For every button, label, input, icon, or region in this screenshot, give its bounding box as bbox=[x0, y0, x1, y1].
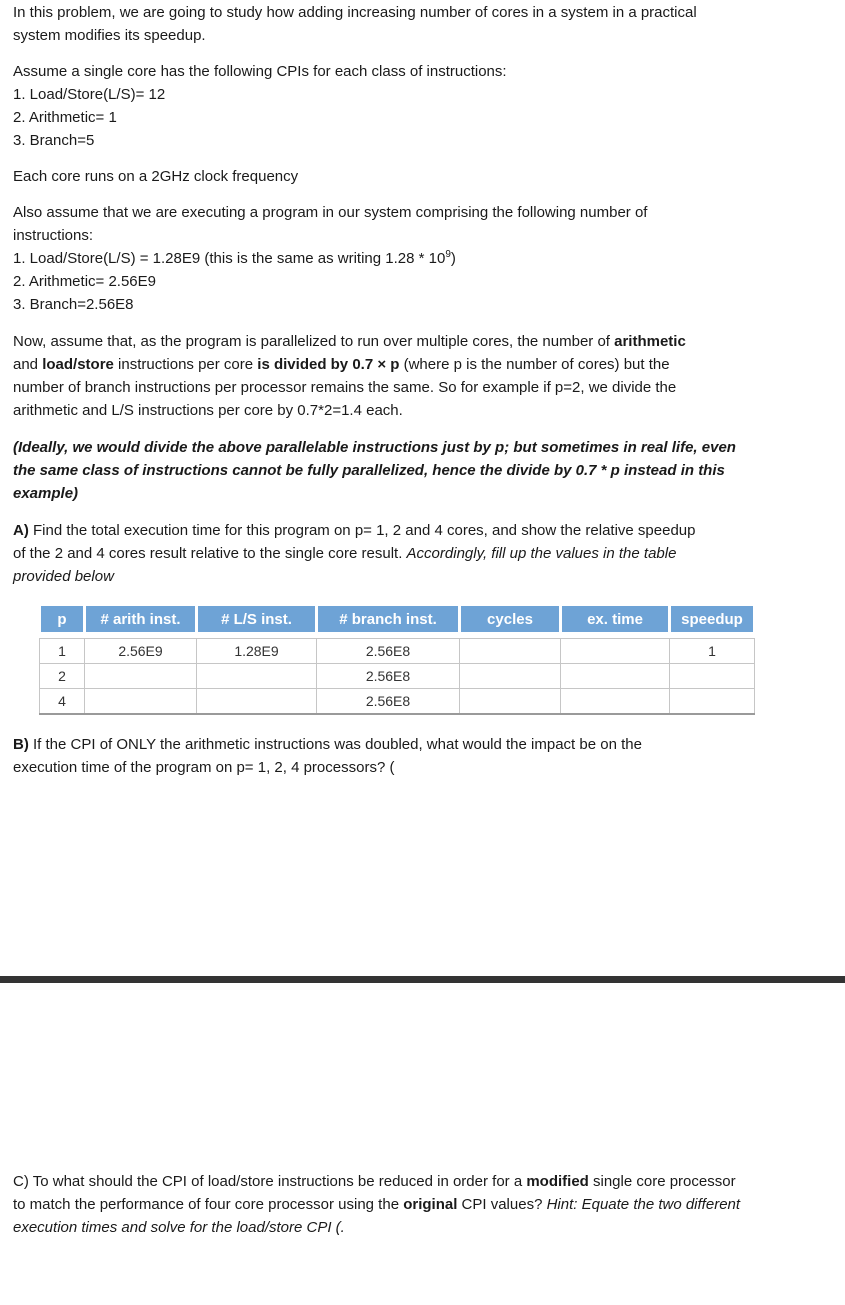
parallel-line-4: arithmetic and L/S instructions per core by 0.7*2=1.4 each. bbox=[13, 402, 403, 419]
table-row bbox=[40, 664, 755, 689]
clock-frequency-text: Each core runs on a 2GHz clock frequency bbox=[13, 168, 299, 185]
cpi-item-arithmetic: 2. Arithmetic= 1 bbox=[13, 109, 117, 126]
cell-speedup bbox=[670, 664, 755, 689]
cell-arith: 2.56E9 bbox=[85, 639, 197, 664]
part-c-line-3: execution times and solve for the load/store CPI (. bbox=[13, 1219, 345, 1236]
part-a-line-2: of the 2 and 4 cores result relative to the single core result. Accordingly, fill up the values in the table bbox=[13, 545, 677, 562]
exponent: 9 bbox=[445, 249, 451, 260]
note-line-3: example) bbox=[13, 485, 79, 502]
cell-cycles bbox=[460, 639, 561, 664]
cell-cycles bbox=[460, 664, 561, 689]
cell-cycles bbox=[460, 689, 561, 715]
cpi-heading: Assume a single core has the following CPIs for each class of instructions: bbox=[13, 63, 507, 80]
cell-ex-time bbox=[561, 664, 670, 689]
parallel-line-3: number of branch instructions per processor remains the same. So for example if p=2, we divide the bbox=[13, 379, 677, 396]
note-line-2: the same class of instructions cannot be fully parallelized, hence the divide by 0.7 * p instead in this bbox=[13, 462, 725, 479]
cell-p: 1 bbox=[40, 639, 85, 664]
intro-line-1: In this problem, we are going to study how adding increasing number of cores in a system in a practical bbox=[13, 4, 697, 21]
table-row bbox=[40, 689, 755, 715]
cell-ls bbox=[197, 664, 317, 689]
intro-line-2: system modifies its speedup. bbox=[13, 27, 206, 44]
table-header-row bbox=[40, 606, 755, 632]
program-line-1: Also assume that we are executing a program in our system comprising the following number of bbox=[13, 204, 648, 221]
problem-document bbox=[13, 0, 838, 588]
cpi-item-load-store: 1. Load/Store(L/S)= 12 bbox=[13, 86, 166, 103]
cell-p: 4 bbox=[40, 689, 85, 715]
table-row bbox=[40, 639, 755, 664]
cell-branch: 2.56E8 bbox=[317, 689, 460, 715]
program-item-arithmetic: 2. Arithmetic= 2.56E9 bbox=[13, 273, 156, 290]
page-divider bbox=[0, 976, 845, 983]
cell-arith bbox=[85, 689, 197, 715]
part-c-block bbox=[13, 1170, 838, 1239]
cpi-item-branch: 3. Branch=5 bbox=[13, 132, 95, 149]
cell-speedup bbox=[670, 689, 755, 715]
cell-ex-time bbox=[561, 639, 670, 664]
cell-p: 2 bbox=[40, 664, 85, 689]
col-header-ls: # L/S inst. bbox=[197, 606, 317, 632]
part-c-line-2: to match the performance of four core processor using the original CPI values? Hint: Equate the two different bbox=[13, 1196, 741, 1213]
cell-arith bbox=[85, 664, 197, 689]
parallel-line-2: and load/store instructions per core is divided by 0.7 × p (where p is the number of cores) but the bbox=[13, 356, 670, 373]
parallel-line-1: Now, assume that, as the program is parallelized to run over multiple cores, the number of arithmetic bbox=[13, 333, 686, 350]
note-line-1: (Ideally, we would divide the above parallelable instructions just by p; but sometimes in real life, even bbox=[13, 439, 736, 456]
part-c-line-1: C) To what should the CPI of load/store instructions be reduced in order for a modified single core processor bbox=[13, 1173, 736, 1190]
part-b-block bbox=[13, 733, 838, 779]
col-header-speedup: speedup bbox=[670, 606, 755, 632]
cell-speedup: 1 bbox=[670, 639, 755, 664]
program-item-load-store: 1. Load/Store(L/S) = 1.28E9 (this is the same as writing $1.28 * 10^9$) bbox=[13, 249, 456, 267]
cell-ls bbox=[197, 689, 317, 715]
cell-branch: 2.56E8 bbox=[317, 664, 460, 689]
part-a-line-3: provided below bbox=[13, 568, 114, 585]
part-a-line-1: A) Find the total execution time for this program on p= 1, 2 and 4 cores, and show the relative speedup bbox=[13, 522, 696, 539]
program-line-2: instructions: bbox=[13, 227, 94, 244]
col-header-p: p bbox=[40, 606, 85, 632]
col-header-ex-time: ex. time bbox=[561, 606, 670, 632]
part-b-line-2: execution time of the program on p= 1, 2, 4 processors? ( bbox=[13, 759, 395, 776]
speedup-table bbox=[38, 606, 756, 715]
cell-ls: 1.28E9 bbox=[197, 639, 317, 664]
cell-ex-time bbox=[561, 689, 670, 715]
part-b-line-1: B) If the CPI of ONLY the arithmetic instructions was doubled, what would the impact be on the bbox=[13, 736, 642, 753]
program-item-branch: 3. Branch=2.56E8 bbox=[13, 296, 134, 313]
col-header-branch: # branch inst. bbox=[317, 606, 460, 632]
col-header-arith: # arith inst. bbox=[85, 606, 197, 632]
cell-branch: 2.56E8 bbox=[317, 639, 460, 664]
col-header-cycles: cycles bbox=[460, 606, 561, 632]
